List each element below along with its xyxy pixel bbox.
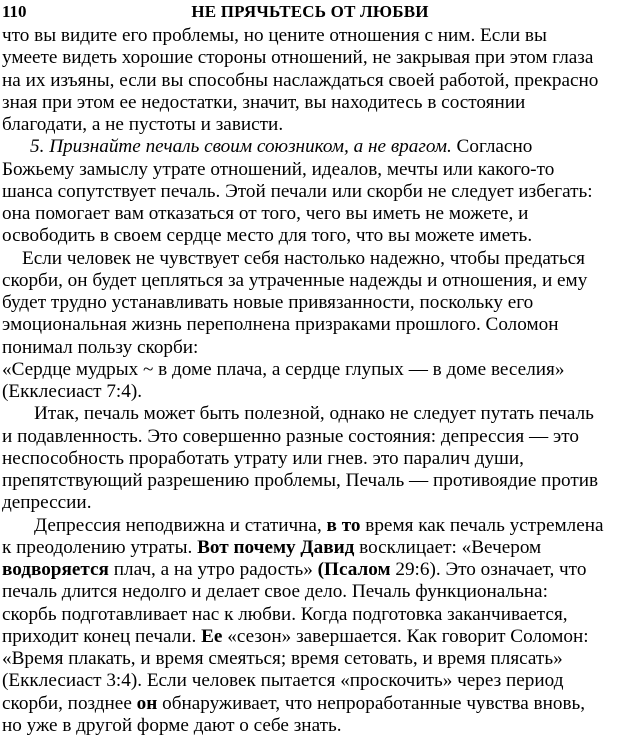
text-line: умеете видеть хорошие стороны отношений, не закрывая при этом глаза [2,47,594,69]
text-fragment: восклицает: «Вечером [359,536,542,558]
text-fragment: время как печаль устремлена [365,514,604,536]
text-line: неспособность проработать утрату или гнев. это паралич души, [2,447,524,469]
text-line: депрессии. [2,492,92,514]
running-title: НЕ ПРЯЧЬТЕСЬ ОТ ЛЮБВИ [191,2,429,21]
page-body [2,25,617,737]
bold-fragment: он [136,692,158,714]
point-heading: 5. Признайте печаль своим союзником, а не врагом. [30,136,452,158]
text-line: «Время плакать, и время смеяться; время сетовать, и время плясать» [2,648,563,669]
text-fragment: «сезон» завершается. Как говорит Соломон: [227,625,589,647]
text-line [2,693,617,715]
text-line: Если человек не чувствует себя настолько надежно, чтобы предаться [22,247,585,269]
text-line [2,537,617,559]
bold-fragment: (Псалом [317,559,391,580]
bold-fragment: Ее [201,625,223,647]
text-line: благодати, а не пустоты и зависти. [2,114,284,135]
text-line: эмоциональная жизнь переполнена призраками прошлого. Соломон [2,314,559,336]
text-fragment: Депрессия неподвижна и статична, [34,514,322,536]
text-line: скорби, он будет цепляться за утраченные надежды и отношения, и ему [2,269,588,291]
quote-reference: (Екклесиаст 7:4). [2,381,143,402]
text-line: Божьему замыслу утрате отношений, идеалов, мечты или какого-то [2,158,555,180]
text-line: препятствующий разрешению проблемы, Печаль — противоядие против [2,470,599,491]
text-line: что вы видите его проблемы, но цените отношения с ним. Если вы [2,25,547,46]
quote-line: «Сердце мудрых ~ в доме плача, а сердце глупых — в доме веселия» [2,358,565,380]
text-fragment: 29:6). Это означает, что [395,559,587,580]
text-line: печаль длится недолго и делает свое дело. Печаль функциональна: [2,581,548,603]
text-line: Итак, печаль может быть полезной, однако не следует путать печаль [34,403,594,425]
text-line: и подавленность. Это совершенно разные состояния: депрессия — это [2,425,579,447]
text-line [2,626,617,648]
text-line: скорбь подготавливает нас к любви. Когда подготовка заканчивается, [2,603,568,625]
text-line: шанса сопутствует печаль. Этой печали или скорби не следует избегать: [2,180,593,202]
page-number: 110 [2,2,27,21]
bold-fragment: водворяется [2,559,109,580]
text-line [2,559,617,581]
text-line [2,515,617,537]
text-fragment: Согласно [456,136,533,158]
text-line: на их изъяны, если вы способны наслаждаться своей работой, прекрасно [2,69,599,91]
text-line: будет трудно устанавливать новые привязанности, поскольку его [2,292,534,313]
text-line: освободить в своем сердце место для того, что вы можете иметь. [2,225,533,247]
text-line: она помогает вам отказаться от того, чего вы иметь не можете, и [2,203,529,224]
text-fragment: приходит конец печали. [2,625,197,647]
bold-fragment: в то [326,514,361,536]
text-line: зная при этом ее недостатки, значит, вы находитесь в состоянии [2,91,526,113]
text-fragment: обнаруживает, что непроработанные чувства вновь, [162,692,586,714]
running-header [2,1,618,23]
bold-fragment: Вот почему Давид [197,536,355,558]
text-line: (Екклесиаст 3:4). Если человек пытается «проскочить» через период [2,670,564,692]
text-line: но уже в другой форме дают о себе знать. [2,714,342,736]
text-line [2,136,617,158]
text-fragment: скорби, позднее [2,692,132,714]
text-line: понимал пользу скорби: [2,336,199,358]
text-fragment: к преодолению утраты. [2,536,193,558]
text-fragment: плач, а на утро радость» [113,559,313,580]
